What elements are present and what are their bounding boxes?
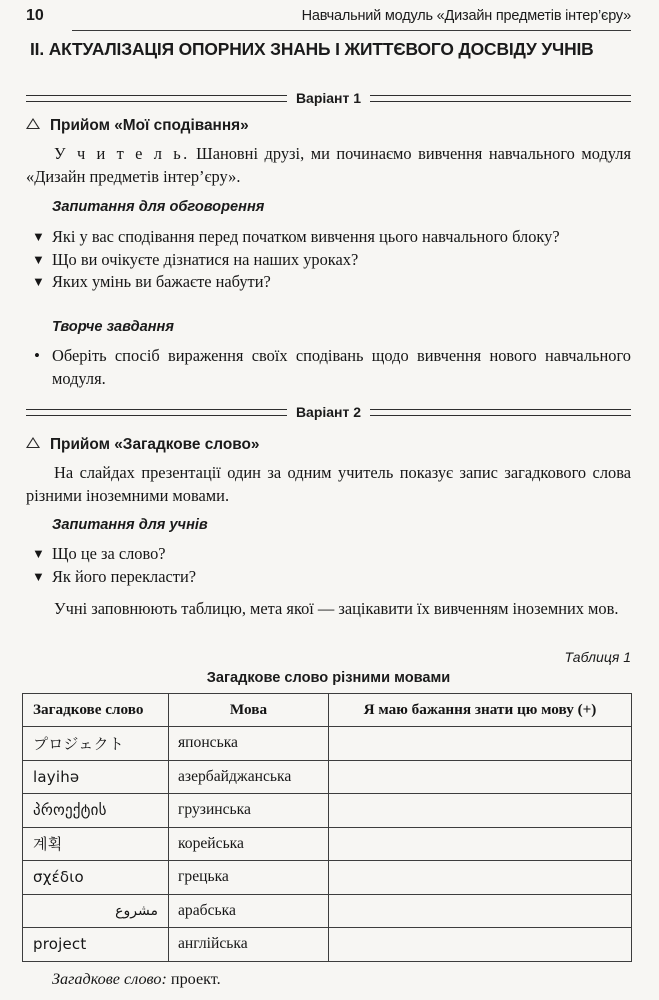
- list-item: [26, 566, 631, 589]
- answer-value: проект.: [166, 970, 221, 988]
- subhead-pupils: Запитання для учнів: [52, 517, 208, 533]
- cell-language: японська: [169, 727, 329, 761]
- cell-check[interactable]: [329, 928, 632, 962]
- divider-label-variant-1: Варіант 1: [295, 90, 362, 106]
- answer-line: [52, 968, 631, 990]
- triangle-outline-icon: [26, 118, 40, 129]
- cell-word: مشروع: [23, 894, 169, 928]
- cell-language: азербайджанська: [169, 760, 329, 794]
- page-number: 10: [26, 7, 44, 24]
- triangle-down-icon: ▼: [32, 568, 45, 584]
- cell-language: корейська: [169, 827, 329, 861]
- languages-table: [22, 693, 632, 962]
- teacher-paragraph: [26, 143, 631, 188]
- cell-language: грецька: [169, 861, 329, 895]
- triangle-down-icon: ▼: [32, 251, 45, 267]
- questions-list-1: [26, 226, 631, 294]
- triangle-outline-icon: [26, 437, 40, 448]
- list-item: [26, 543, 631, 566]
- divider-line-left: [26, 409, 287, 416]
- list-item-text: Яких умінь ви бажаєте набути?: [52, 272, 271, 292]
- table-row: [23, 760, 632, 794]
- prijom-label-1: Прийом «Мої сподівання»: [50, 117, 249, 134]
- list-item: [26, 271, 631, 294]
- list-item-text: Які у вас сподівання перед початком вивчення цього навчального блоку?: [52, 227, 560, 246]
- languages-table-wrapper: [22, 693, 632, 962]
- cell-check[interactable]: [329, 861, 632, 895]
- cell-language: англійська: [169, 928, 329, 962]
- list-item-text: Що ви очікуєте дізнатися на наших уроках?: [52, 249, 359, 269]
- triangle-down-icon: ▼: [32, 546, 45, 561]
- cell-word: 계획: [23, 827, 169, 861]
- creative-task-list: [26, 345, 631, 390]
- divider-variant-2: [26, 404, 631, 420]
- list-item: [26, 226, 631, 249]
- cell-check[interactable]: [329, 894, 632, 928]
- triangle-down-icon: ▼: [32, 229, 45, 244]
- running-head-rule: [72, 30, 631, 31]
- cell-check[interactable]: [329, 794, 632, 828]
- table-row: [23, 827, 632, 861]
- section-heading: II. АКТУАЛІЗАЦІЯ ОПОРНИХ ЗНАНЬ І ЖИТТЄВОГО ДОСВІДУ УЧНІВ: [30, 39, 594, 59]
- table-header-row: [23, 694, 632, 727]
- list-item-text: Що це за слово?: [52, 544, 166, 563]
- table-header-cell-language: Мова: [169, 694, 329, 727]
- triangle-down-icon: ▼: [32, 274, 45, 290]
- divider-line-right: [370, 95, 631, 102]
- table-row: [23, 727, 632, 761]
- teacher-speech-text: Шановні друзі, ми починаємо вивчення навчального модуля «Дизайн предметів інтер’єру».: [26, 144, 632, 186]
- list-item: [26, 345, 631, 390]
- cell-word: project: [23, 928, 169, 962]
- variant2-after-paragraph: Учні заповнюють таблицю, мета якої — зацікавити їх вивченням іноземних мов.: [54, 599, 619, 618]
- table-header-cell-word: Загадкове слово: [23, 694, 169, 727]
- prijom-heading-1: [26, 116, 631, 136]
- divider-label-variant-2: Варіант 2: [295, 404, 362, 420]
- variant2-intro-paragraph: На слайдах презентації один за одним учитель показує запис загадкового слова різними іноземними мовами.: [26, 463, 631, 505]
- table-row: [23, 894, 632, 928]
- cell-word: σχέδιο: [23, 861, 169, 895]
- table-caption: Загадкове слово різними мовами: [206, 670, 451, 686]
- answer-label: Загадкове слово:: [52, 970, 167, 988]
- divider-variant-1: [26, 90, 631, 106]
- cell-check[interactable]: [329, 827, 632, 861]
- subhead-creative: Творче завдання: [52, 319, 174, 335]
- prijom-heading-2: [26, 435, 631, 455]
- table-row: [23, 794, 632, 828]
- cell-word: პროექტის: [23, 794, 169, 828]
- list-item-text: Оберіть спосіб вираження своїх сподівань щодо вивчення нового навчального модуля.: [52, 346, 631, 388]
- cell-language: арабська: [169, 894, 329, 928]
- list-item-text: Як його перекласти?: [52, 566, 196, 586]
- cell-check[interactable]: [329, 727, 632, 761]
- prijom-label-2: Прийом «Загадкове слово»: [50, 436, 260, 453]
- cell-check[interactable]: [329, 760, 632, 794]
- running-head: [26, 6, 631, 32]
- table-row: [23, 861, 632, 895]
- table-header-cell-check: Я маю бажання знати цю мову (+): [329, 694, 632, 727]
- divider-line-right: [370, 409, 631, 416]
- cell-word: プロジェクト: [23, 727, 169, 761]
- questions-list-2: [26, 543, 631, 588]
- dot-bullet-icon: •: [34, 346, 40, 365]
- list-item: [26, 249, 631, 272]
- table-number-label: Таблиця 1: [564, 649, 631, 665]
- running-head-title: Навчальний модуль «Дизайн предметів інтер’єру»: [301, 8, 631, 24]
- subhead-discussion: Запитання для обговорення: [52, 199, 265, 215]
- cell-language: грузинська: [169, 794, 329, 828]
- cell-word: layihə: [23, 760, 169, 794]
- divider-line-left: [26, 95, 287, 102]
- teacher-speaker-label: У ч и т е л ь.: [54, 144, 190, 163]
- table-row: [23, 928, 632, 962]
